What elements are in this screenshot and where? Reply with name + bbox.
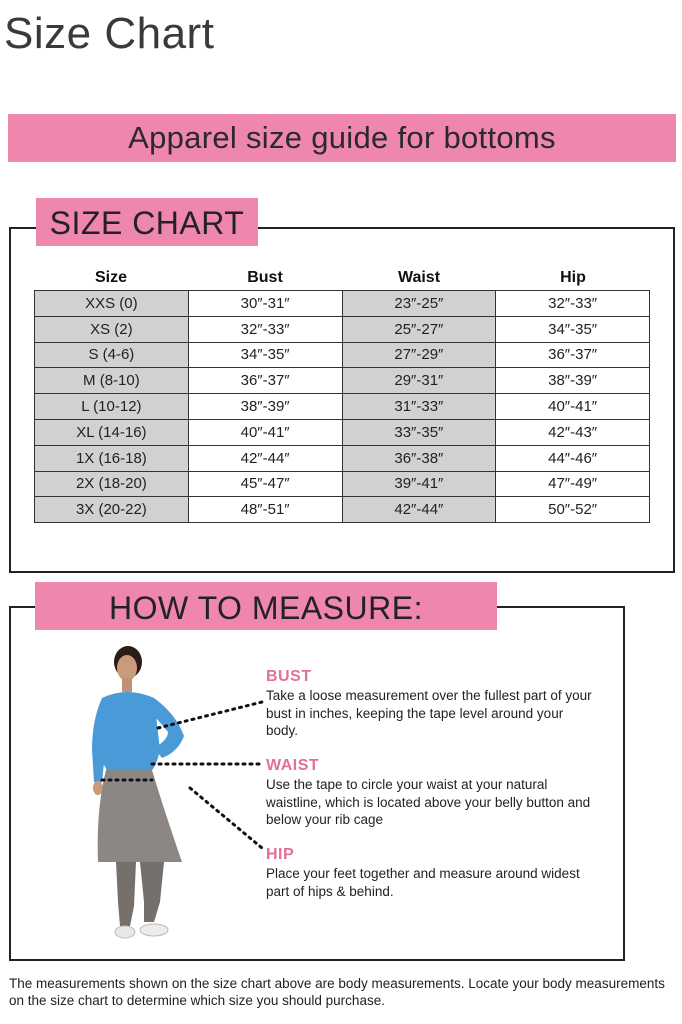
cell-size: 2X (18-20)	[35, 471, 189, 497]
cell-bust: 30″-31″	[188, 291, 342, 317]
table-row	[35, 497, 650, 523]
size-table-body	[35, 291, 650, 523]
table-row	[35, 445, 650, 471]
cell-size: 3X (20-22)	[35, 497, 189, 523]
cell-waist: 39″-41″	[342, 471, 496, 497]
table-row	[35, 316, 650, 342]
cell-waist: 31″-33″	[342, 394, 496, 420]
waist-pointer-extension	[100, 776, 160, 796]
header-waist: Waist	[397, 269, 441, 286]
cell-size: M (8-10)	[35, 368, 189, 394]
size-chart-tag	[36, 198, 258, 246]
cell-size: 1X (16-18)	[35, 445, 189, 471]
how-to-measure-tag	[35, 582, 497, 630]
size-table-header	[34, 267, 650, 289]
cell-hip: 36″-37″	[496, 342, 650, 368]
cell-bust: 36″-37″	[188, 368, 342, 394]
table-row	[35, 342, 650, 368]
waist-text: Use the tape to circle your waist at your natural waistline, which is located above your belly button and below your rib cage	[266, 777, 591, 827]
size-table	[34, 290, 650, 523]
bust-title: BUST	[266, 668, 312, 685]
cell-waist: 29″-31″	[342, 368, 496, 394]
cell-waist: 27″-29″	[342, 342, 496, 368]
cell-hip: 44″-46″	[496, 445, 650, 471]
cell-waist: 25″-27″	[342, 316, 496, 342]
bust-instructions	[266, 667, 596, 740]
cell-bust: 48″-51″	[188, 497, 342, 523]
cell-bust: 32″-33″	[188, 316, 342, 342]
header-size: Size	[94, 269, 127, 286]
waist-instructions	[266, 756, 596, 829]
cell-waist: 33″-35″	[342, 419, 496, 445]
header-bust: Bust	[247, 269, 283, 286]
measure-pointer-lines	[150, 690, 270, 870]
cell-bust: 34″-35″	[188, 342, 342, 368]
cell-size: XXS (0)	[35, 291, 189, 317]
cell-hip: 42″-43″	[496, 419, 650, 445]
waist-title: WAIST	[266, 757, 320, 774]
banner-text: Apparel size guide for bottoms	[128, 120, 556, 155]
cell-waist: 36″-38″	[342, 445, 496, 471]
cell-hip: 32″-33″	[496, 291, 650, 317]
cell-hip: 47″-49″	[496, 471, 650, 497]
cell-hip: 34″-35″	[496, 316, 650, 342]
bust-text: Take a loose measurement over the fullest part of your bust in inches, keeping the tape level around your body.	[266, 688, 592, 738]
cell-bust: 38″-39″	[188, 394, 342, 420]
page-title: Size Chart	[4, 9, 215, 58]
how-to-measure-tag-text: HOW TO MEASURE:	[109, 590, 423, 626]
cell-bust: 40″-41″	[188, 419, 342, 445]
cell-size: XL (14-16)	[35, 419, 189, 445]
footnote: The measurements shown on the size chart above are body measurements. Locate your body measurements on the size chart to determine which size you should purchase.	[9, 976, 665, 1008]
hip-title: HIP	[266, 846, 295, 863]
table-row	[35, 419, 650, 445]
bust-pointer-line	[158, 702, 262, 728]
cell-hip: 38″-39″	[496, 368, 650, 394]
table-row	[35, 368, 650, 394]
header-hip: Hip	[560, 269, 586, 286]
cell-size: XS (2)	[35, 316, 189, 342]
cell-waist: 42″-44″	[342, 497, 496, 523]
hip-instructions	[266, 845, 596, 900]
guide-banner	[8, 114, 676, 162]
hip-pointer-line	[190, 788, 262, 848]
cell-bust: 42″-44″	[188, 445, 342, 471]
hip-text: Place your feet together and measure around widest part of hips & behind.	[266, 866, 580, 899]
table-row	[35, 394, 650, 420]
cell-size: S (4-6)	[35, 342, 189, 368]
table-row	[35, 291, 650, 317]
size-chart-tag-text: SIZE CHART	[49, 205, 245, 241]
cell-waist: 23″-25″	[342, 291, 496, 317]
cell-bust: 45″-47″	[188, 471, 342, 497]
cell-size: L (10-12)	[35, 394, 189, 420]
cell-hip: 50″-52″	[496, 497, 650, 523]
cell-hip: 40″-41″	[496, 394, 650, 420]
table-row	[35, 471, 650, 497]
